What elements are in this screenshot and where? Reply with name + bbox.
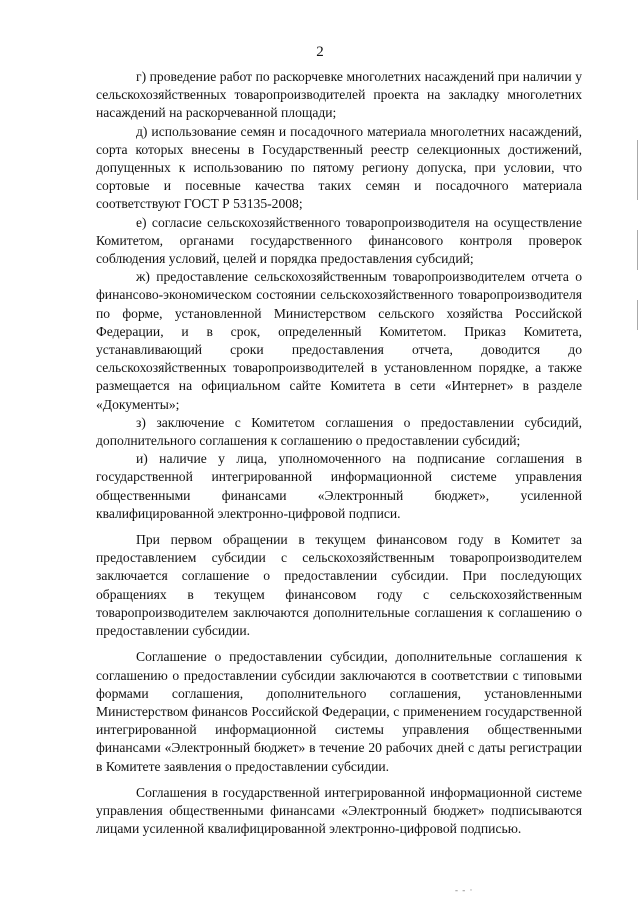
paragraph-e: е) согласие сельскохозяйственного товаропроизводителя на осуществление Комитетом, органами государственного финансового контроля проверок соблюдения условий, целей и порядка предоставления субсидий; xyxy=(96,214,582,267)
paragraph-agreement-forms: Соглашение о предоставлении субсидии, дополнительные соглашения к соглашению о предоставлении субсидии заключаются в соответствии с типовыми формами соглашения, дополнительного соглашения, установленными Министерством финансов Российской Федерации, с применением государственной интегрированной информационной системы управления общественными финансами «Электронный бюджет» в течение 20 рабочих дней с даты регистрации в Комитете заявления о предоставлении субсидии. xyxy=(96,649,582,774)
document-body xyxy=(96,68,582,838)
paragraph-first-application: При первом обращении в текущем финансовом году в Комитет за предоставлением субсидии с сельскохозяйственным товаропроизводителем заключается соглашение о предоставлении субсидии. При последующих обращениях в текущем финансовом году с сельскохозяйственным товаропроизводителем заключаются дополнительные соглашения к соглашению о предоставлении субсидии. xyxy=(96,532,582,639)
page-number: 2 xyxy=(316,44,324,60)
paragraph-z: з) заключение с Комитетом соглашения о предоставлении субсидий, дополнительного соглашения к соглашению о предоставлении субсидий; xyxy=(96,414,582,449)
paragraph-zh: ж) предоставление сельскохозяйственным товаропроизводителем отчета о финансово-экономическом состоянии сельскохозяйственного товаропроизводителя по форме, установленной Министерством сельского хозяйства Российской Федерации, и в срок, определенный Комитетом. Приказ Комитета, устанавливающий сроки предоставления отчета, доводится до сельскохозяйственных товаропроизводителей в установленном порядке, а также размещается на официальном сайте Комитета в сети «Интернет» в разделе «Документы»; xyxy=(96,269,582,412)
scan-edge-mark xyxy=(637,300,638,330)
scan-edge-mark xyxy=(637,230,638,270)
paragraph-d: д) использование семян и посадочного материала многолетних насаждений, сорта которых внесены в Государственный реестр селекционных достижений, допущенных к использованию по пятому региону допуска, при условии, что сортовые и посевные качества таких семян и посадочного материала соответствуют ГОСТ Р 53135-2008; xyxy=(96,123,582,212)
paragraph-g: г) проведение работ по раскорчевке многолетних насаждений при наличии у сельскохозяйственных товаропроизводителей проекта на закладку многолетних насаждений на раскорчеванной площади; xyxy=(96,69,582,121)
scan-edge-mark xyxy=(637,140,638,200)
paragraph-i: и) наличие у лица, уполномоченного на подписание соглашения в государственной интегрированной информационной системе управления общественными финансами «Электронный бюджет», усиленной квалифицированной электронно-цифровой подписи. xyxy=(96,451,582,521)
paragraph-agreement-signing: Соглашения в государственной интегрированной информационной системе управления общественными финансами «Электронный бюджет» подписываются лицами усиленной квалифицированной электронно-цифровой подписью. xyxy=(96,784,582,837)
scan-artifact: - - · xyxy=(455,885,474,895)
